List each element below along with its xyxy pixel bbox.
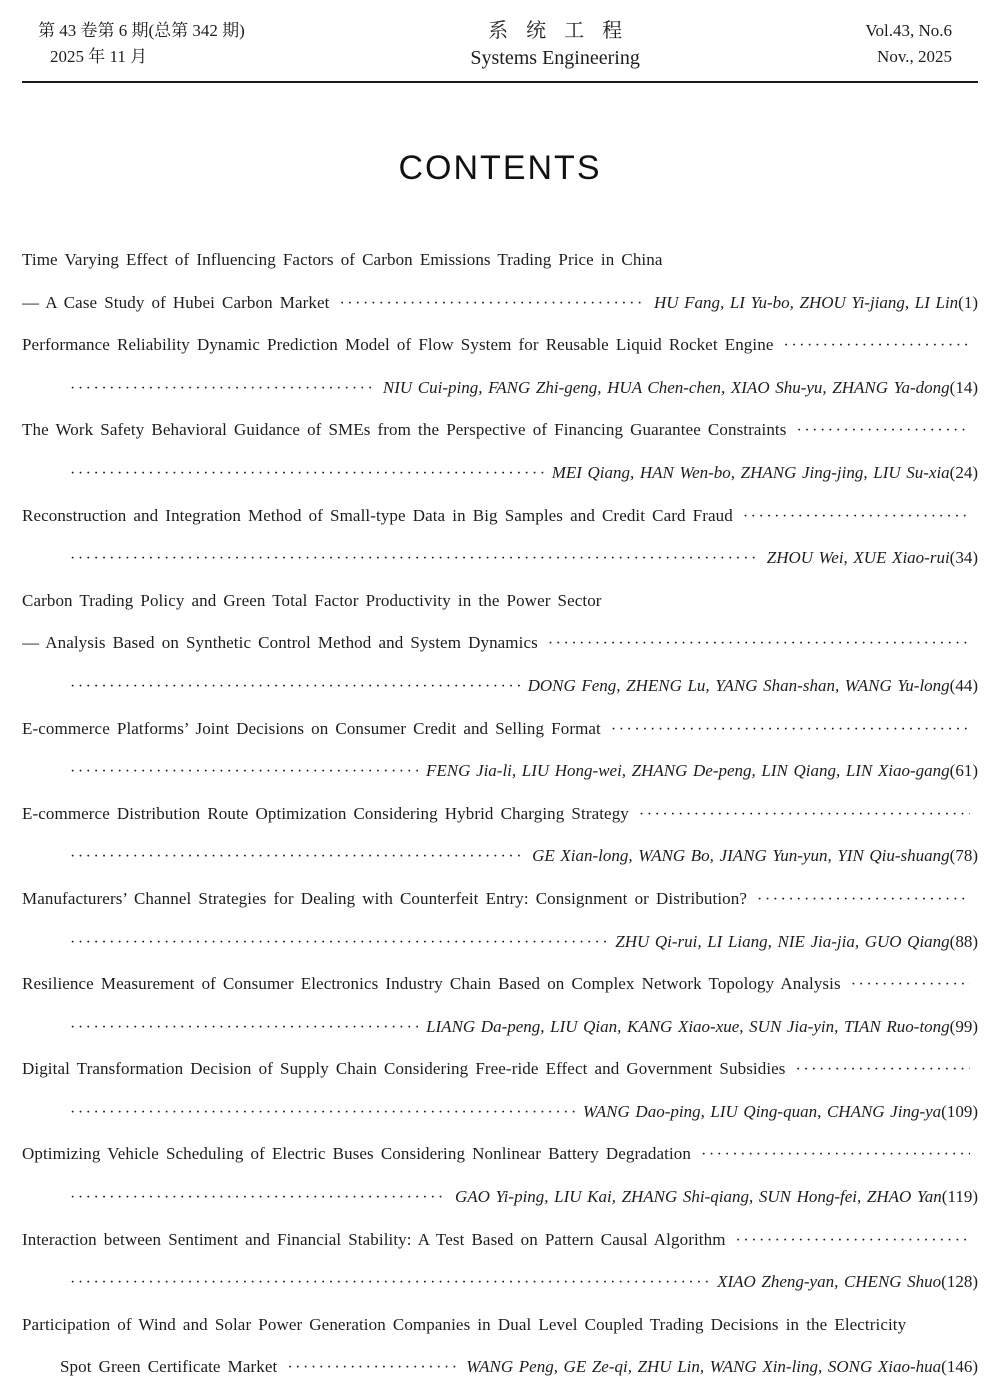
entry-page-number: (24) [949, 462, 978, 482]
leader-dots [743, 506, 970, 526]
entry-page-number: (88) [949, 931, 978, 951]
entry-title: Manufacturers’ Channel Strategies for Dealing with Counterfeit Entry: Consignment or Distribution? [22, 888, 748, 908]
toc-line [22, 889, 978, 932]
leader-dots [70, 1102, 575, 1122]
entry-title: Performance Reliability Dynamic Prediction Model of Flow System for Reusable Liquid Rocket Engine [22, 335, 774, 355]
journal-title-block [470, 18, 640, 72]
entry-title: Resilience Measurement of Consumer Electronics Industry Chain Based on Complex Network Topology Analysis [22, 974, 841, 994]
leader-dots [783, 335, 970, 355]
masthead-divider [22, 81, 978, 83]
leader-dots [736, 1230, 970, 1250]
entry-authors: HU Fang, LI Yu-bo, ZHOU Yi-jiang, LI Lin(1) [653, 292, 978, 312]
masthead-issue-block [38, 18, 245, 70]
entry-authors: ZHOU Wei, XUE Xiao-rui(34) [766, 548, 978, 568]
toc-line [22, 463, 978, 506]
leader-dots [639, 804, 970, 824]
entry-title: — A Case Study of Hubei Carbon Market [22, 292, 330, 312]
toc-line [22, 506, 978, 549]
entry-title: Optimizing Vehicle Scheduling of Electric Buses Considering Nonlinear Battery Degradation [22, 1144, 691, 1164]
toc-line [22, 1315, 978, 1358]
leader-dots [796, 1059, 970, 1079]
toc-line [22, 846, 978, 889]
toc-line [22, 591, 978, 634]
leader-dots [70, 1272, 709, 1292]
toc-line [22, 420, 978, 463]
volume-number-en: Vol.43, No.6 [865, 21, 952, 40]
entry-title: Interaction between Sentiment and Financial Stability: A Test Based on Pattern Causal Algorithm [22, 1229, 726, 1249]
masthead [22, 16, 978, 72]
leader-dots [70, 1017, 418, 1037]
contents-heading: CONTENTS [398, 149, 602, 187]
leader-dots [548, 633, 970, 653]
leader-dots [287, 1357, 458, 1377]
toc-line [22, 633, 978, 676]
entry-authors: GAO Yi-ping, LIU Kai, ZHANG Shi-qiang, SUN Hong-fei, ZHAO Yan(119) [454, 1187, 978, 1207]
leader-dots [70, 463, 544, 483]
entry-authors: FENG Jia-li, LIU Hong-wei, ZHANG De-peng, LIN Qiang, LIN Xiao-gang(61) [426, 761, 978, 781]
entry-page-number: (34) [949, 548, 978, 568]
entry-title: Carbon Trading Policy and Green Total Factor Productivity in the Power Sector [22, 590, 602, 610]
toc-line [22, 1144, 978, 1187]
toc-line [22, 1059, 978, 1102]
entry-authors: ZHU Qi-rui, LI Liang, NIE Jia-jia, GUO Qiang(88) [615, 931, 978, 951]
leader-dots [70, 378, 375, 398]
entry-authors: NIU Cui-ping, FANG Zhi-geng, HUA Chen-chen, XIAO Shu-yu, ZHANG Ya-dong(14) [382, 377, 978, 397]
leader-dots [70, 932, 607, 952]
issue-number-cn: 第 43 卷第 6 期(总第 342 期) [38, 21, 245, 40]
toc-line [22, 1017, 978, 1060]
leader-dots [70, 676, 520, 696]
entry-page-number: (99) [949, 1016, 978, 1036]
entry-authors: XIAO Zheng-yan, CHENG Shuo(128) [717, 1272, 978, 1292]
leader-dots [611, 719, 970, 739]
issue-date-cn: 2025 年 11 月 [50, 47, 148, 66]
entry-authors: LIANG Da-peng, LIU Qian, KANG Xiao-xue, SUN Jia-yin, TIAN Ruo-tong(99) [426, 1016, 978, 1036]
entry-page-number: (119) [941, 1187, 978, 1207]
toc-line [22, 1357, 978, 1400]
toc-line [22, 378, 978, 421]
toc-line [22, 293, 978, 336]
entry-authors: WANG Dao-ping, LIU Qing-quan, CHANG Jing-ya(109) [582, 1101, 978, 1121]
toc-line [22, 1230, 978, 1273]
entry-title: Spot Green Certificate Market [60, 1357, 278, 1377]
entry-title: Reconstruction and Integration Method of Small-type Data in Big Samples and Credit Card Fraud [22, 505, 733, 525]
entry-page-number: (14) [949, 377, 978, 397]
leader-dots [796, 420, 970, 440]
entry-page-number: (128) [941, 1272, 978, 1292]
toc-line [22, 1102, 978, 1145]
toc-line [22, 676, 978, 719]
entry-authors: DONG Feng, ZHENG Lu, YANG Shan-shan, WANG Yu-long(44) [527, 675, 978, 695]
masthead-volume-block [865, 18, 956, 70]
journal-title-cn: 系统工程 [488, 20, 641, 42]
toc-line [22, 548, 978, 591]
entry-page-number: (44) [949, 675, 978, 695]
leader-dots [701, 1144, 970, 1164]
entry-page-number: (1) [958, 292, 978, 312]
leader-dots [70, 761, 418, 781]
toc-line [22, 761, 978, 804]
entry-title: — Analysis Based on Synthetic Control Method and System Dynamics [22, 633, 538, 653]
entry-page-number: (61) [949, 761, 978, 781]
entry-page-number: (146) [941, 1357, 978, 1377]
leader-dots [757, 889, 970, 909]
toc-entries [22, 250, 978, 1400]
entry-title: Time Varying Effect of Influencing Factors of Carbon Emissions Trading Price in China [22, 250, 663, 269]
leader-dots [339, 293, 645, 313]
toc-line [22, 250, 978, 293]
leader-dots [70, 1187, 447, 1207]
entry-authors: WANG Peng, GE Ze-qi, ZHU Lin, WANG Xin-ling, SONG Xiao-hua(146) [466, 1357, 978, 1377]
journal-title-en: Systems Engineering [470, 47, 640, 69]
leader-dots [70, 548, 759, 568]
entry-title: Digital Transformation Decision of Supply Chain Considering Free-ride Effect and Government Subsidies [22, 1059, 786, 1079]
toc-line [22, 804, 978, 847]
toc-line [22, 1187, 978, 1230]
entry-authors: GE Xian-long, WANG Bo, JIANG Yun-yun, YIN Qiu-shuang(78) [532, 846, 978, 866]
toc-line [22, 932, 978, 975]
leader-dots [851, 974, 970, 994]
entry-authors: MEI Qiang, HAN Wen-bo, ZHANG Jing-jing, LIU Su-xia(24) [551, 462, 978, 482]
entry-page-number: (78) [949, 846, 978, 866]
entry-page-number: (109) [941, 1101, 978, 1121]
leader-dots [70, 846, 524, 866]
toc-line [22, 335, 978, 378]
toc-line [22, 719, 978, 762]
entry-title: The Work Safety Behavioral Guidance of SMEs from the Perspective of Financing Guarantee Constraints [22, 420, 787, 440]
entry-title: E-commerce Platforms’ Joint Decisions on Consumer Credit and Selling Format [22, 718, 601, 738]
toc-line [22, 974, 978, 1017]
entry-title: Participation of Wind and Solar Power Generation Companies in Dual Level Coupled Trading Decisions in the Electricity [22, 1314, 907, 1334]
issue-date-en: Nov., 2025 [877, 47, 952, 66]
entry-title: E-commerce Distribution Route Optimization Considering Hybrid Charging Strategy [22, 803, 629, 823]
toc-line [22, 1272, 978, 1315]
